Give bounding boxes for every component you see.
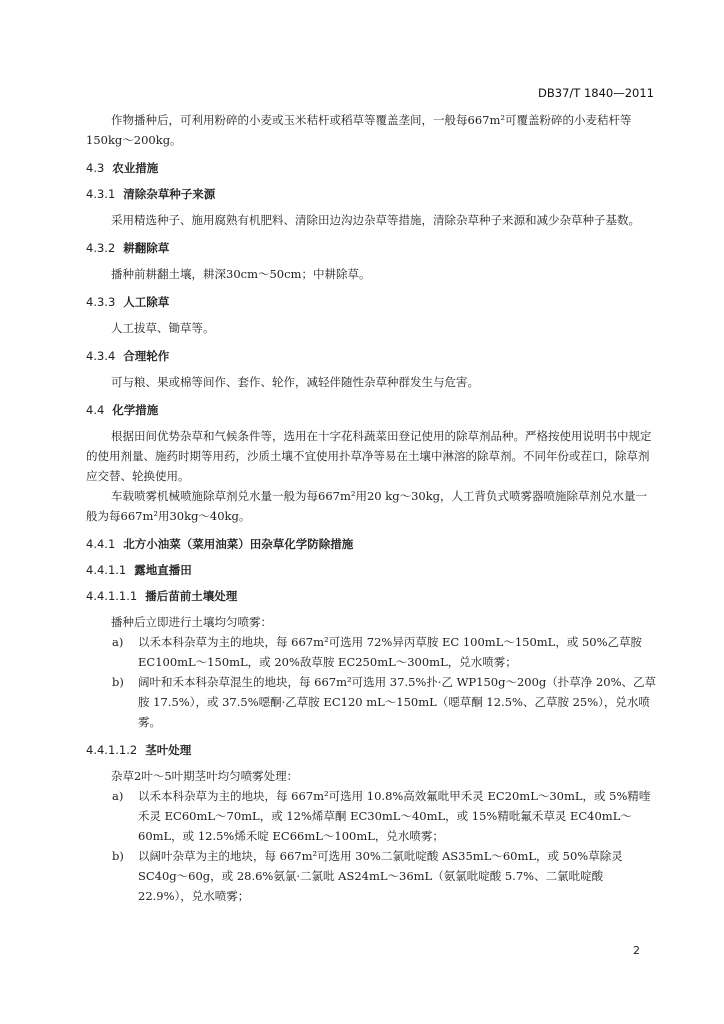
list-marker: b) xyxy=(112,849,124,863)
heading-number: 4.4 xyxy=(86,403,105,417)
list-text: 以禾本科杂草为主的地块，每 667m²可选用 72%异丙草胺 EC 100mL～150mL，或 50%乙草胺 EC100mL～150mL，或 20%敌草胺 EC250mL～300mL，兑水喷雾； xyxy=(138,635,643,669)
standard-code: DB37/T 1840—2011 xyxy=(538,86,654,100)
heading-number: 4.3.3 xyxy=(86,295,116,309)
heading-title: 播后苗前土壤处理 xyxy=(145,589,238,603)
paragraph-4-3-4: 可与粮、果或棉等间作、套作、轮作，减轻伴随性杂草种群发生与危害。 xyxy=(111,375,479,389)
list-text: 以阔叶杂草为主的地块，每 667m²可选用 30%二氯吡啶酸 AS35mL～60mL，或 50%草除灵 SC40g～60g，或 28.6%氨氯·二氯吡 AS24mL～36mL（氨氯吡啶酸 5.7%、二氯吡啶酸 22.9%），兑水喷雾； xyxy=(138,849,623,903)
heading-4-3-2 xyxy=(86,240,658,256)
heading-4-3-4 xyxy=(86,348,658,364)
heading-4-4 xyxy=(86,402,658,418)
heading-title: 北方小油菜（菜用油菜）田杂草化学防除措施 xyxy=(123,537,354,551)
paragraph-4-3-1: 采用精选种子、施用腐熟有机肥料、清除田边沟边杂草等措施，清除杂草种子来源和减少杂草种子基数。 xyxy=(111,213,640,227)
list-text: 以禾本科杂草为主的地块，每 667m²可选用 10.8%高效氟吡甲禾灵 EC20mL～30mL，或 5%精喹禾灵 EC60mL～70mL，或 12%烯草酮 EC30mL～40mL，或 15%精吡氟禾草灵 EC40mL～60mL，或 12.5%烯禾啶 EC66mL～100mL，兑水喷雾； xyxy=(138,789,651,843)
heading-number: 4.3.2 xyxy=(86,241,116,255)
heading-number: 4.4.1.1.2 xyxy=(86,743,138,757)
heading-4-4-1-1-1 xyxy=(86,588,658,604)
heading-number: 4.3.1 xyxy=(86,187,116,201)
paragraph-mulch: 作物播种后，可利用粉碎的小麦或玉米秸杆或稻草等覆盖垄间，一般每667m²可覆盖粉碎的小麦秸杆等150kg～200kg。 xyxy=(86,113,632,147)
heading-number: 4.4.1.1 xyxy=(86,563,127,577)
heading-title: 清除杂草种子来源 xyxy=(123,187,216,201)
heading-number: 4.4.1 xyxy=(86,537,116,551)
list-marker: a) xyxy=(112,789,124,803)
heading-4-3-1 xyxy=(86,186,658,202)
list-marker: a) xyxy=(112,635,124,649)
list-item xyxy=(86,632,658,672)
paragraph-4-4-1-1-1-intro: 播种后立即进行土壤均匀喷雾： xyxy=(111,615,272,629)
paragraph-4-4-1-1-2-intro: 杂草2叶～5叶期茎叶均匀喷雾处理： xyxy=(111,769,299,783)
heading-title: 合理轮作 xyxy=(123,349,170,363)
paragraph-4-4-a: 根据田间优势杂草和气候条件等，选用在十字花科蔬菜田登记使用的除草剂品种。严格按使用说明书中规定的使用剂量、施药时期等用药，沙质土壤不宜使用扑草净等易在土壤中淋溶的除草剂。不同年份或茬口，除草剂应交替、轮换使用。 xyxy=(86,429,652,483)
paragraph-4-3-2: 播种前耕翻土壤，耕深30cm～50cm；中耕除草。 xyxy=(111,267,371,281)
heading-4-4-1-1-2 xyxy=(86,742,658,758)
heading-number: 4.3.4 xyxy=(86,349,116,363)
heading-title: 人工除草 xyxy=(123,295,170,309)
page-number: 2 xyxy=(633,944,640,957)
heading-4-4-1 xyxy=(86,536,658,552)
heading-4-4-1-1 xyxy=(86,562,658,578)
list-item xyxy=(86,846,658,906)
heading-title: 露地直播田 xyxy=(134,563,192,577)
list-text: 阔叶和禾本科杂草混生的地块，每 667m²可选用 37.5%扑·乙 WP150g～200g（扑草净 20%、乙草胺 17.5%），或 37.5%噁酮·乙草胺 EC120 mL～150mL（噁草酮 12.5%、乙草胺 25%），兑水喷雾。 xyxy=(138,675,657,729)
heading-title: 茎叶处理 xyxy=(145,743,192,757)
list-marker: b) xyxy=(112,675,124,689)
document-body xyxy=(86,110,658,906)
heading-4-3 xyxy=(86,160,658,176)
heading-title: 耕翻除草 xyxy=(123,241,170,255)
paragraph-4-4-b: 车载喷雾机械喷施除草剂兑水量一般为每667m²用20 kg～30kg，人工背负式喷雾器喷施除草剂兑水量一般为每667m²用30kg～40kg。 xyxy=(86,489,648,523)
heading-4-3-3 xyxy=(86,294,658,310)
heading-title: 农业措施 xyxy=(112,161,159,175)
list-item xyxy=(86,672,658,732)
heading-number: 4.4.1.1.1 xyxy=(86,589,138,603)
list-foliar-treatment xyxy=(86,786,658,906)
heading-number: 4.3 xyxy=(86,161,105,175)
heading-title: 化学措施 xyxy=(112,403,159,417)
paragraph-4-3-3: 人工拔草、锄草等。 xyxy=(111,321,215,335)
list-soil-treatment xyxy=(86,632,658,732)
list-item xyxy=(86,786,658,846)
